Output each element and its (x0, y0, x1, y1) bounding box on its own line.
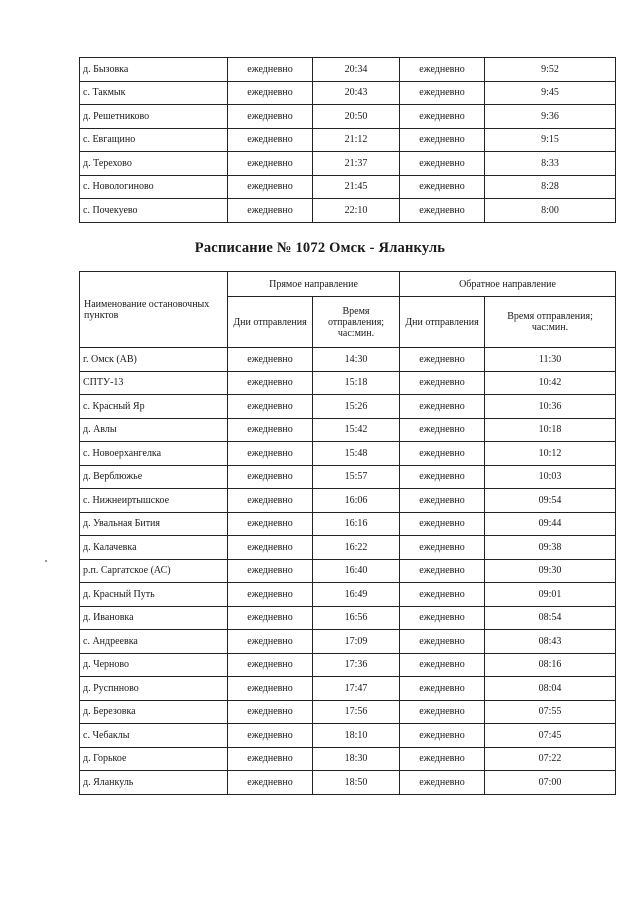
table-row (80, 700, 616, 724)
table-row (80, 199, 616, 223)
forward-time-cell: 20:34 (313, 58, 400, 82)
table-row (80, 175, 616, 199)
stop-name-cell: д. Яланкуль (80, 771, 228, 795)
return-time-cell: 08:43 (485, 630, 616, 654)
stop-name-cell: с. Нижнеиртышское (80, 489, 228, 513)
forward-time-cell: 14:30 (313, 348, 400, 372)
forward-days-cell: ежедневно (228, 700, 313, 724)
table-row (80, 630, 616, 654)
table-row (80, 536, 616, 560)
forward-time-cell: 18:10 (313, 724, 400, 748)
table-row (80, 512, 616, 536)
return-days-cell: ежедневно (400, 583, 485, 607)
stop-name-cell: д. Калачевка (80, 536, 228, 560)
header-return-days: Дни отправления (400, 297, 485, 348)
return-days-cell: ежедневно (400, 512, 485, 536)
return-days-cell: ежедневно (400, 653, 485, 677)
forward-days-cell: ежедневно (228, 747, 313, 771)
header-forward-direction: Прямое направление (228, 272, 400, 297)
table-row (80, 724, 616, 748)
return-days-cell: ежедневно (400, 536, 485, 560)
forward-days-cell: ежедневно (228, 465, 313, 489)
forward-time-cell: 22:10 (313, 199, 400, 223)
return-days-cell: ежедневно (400, 747, 485, 771)
return-days-cell: ежедневно (400, 677, 485, 701)
forward-time-cell: 21:37 (313, 152, 400, 176)
forward-days-cell: ежедневно (228, 105, 313, 129)
forward-days-cell: ежедневно (228, 442, 313, 466)
stop-name-cell: д. Ивановка (80, 606, 228, 630)
stop-name-cell: д. Горькое (80, 747, 228, 771)
top-schedule-table (79, 57, 616, 223)
forward-time-cell: 18:50 (313, 771, 400, 795)
forward-days-cell: ежедневно (228, 771, 313, 795)
stop-name-cell: с. Андреевка (80, 630, 228, 654)
forward-days-cell: ежедневно (228, 606, 313, 630)
forward-time-cell: 15:42 (313, 418, 400, 442)
return-time-cell: 09:01 (485, 583, 616, 607)
return-days-cell: ежедневно (400, 348, 485, 372)
return-time-cell: 08:16 (485, 653, 616, 677)
stop-name-cell: с. Новоерхангелка (80, 442, 228, 466)
return-days-cell: ежедневно (400, 489, 485, 513)
stop-name-cell: д. Решетниково (80, 105, 228, 129)
stop-name-cell: с. Почекуево (80, 199, 228, 223)
forward-days-cell: ежедневно (228, 583, 313, 607)
table-row (80, 105, 616, 129)
forward-time-cell: 17:47 (313, 677, 400, 701)
forward-time-cell: 16:56 (313, 606, 400, 630)
forward-time-cell: 18:30 (313, 747, 400, 771)
schedule-header (80, 272, 616, 348)
forward-days-cell: ежедневно (228, 128, 313, 152)
forward-time-cell: 16:40 (313, 559, 400, 583)
table-row (80, 606, 616, 630)
top-schedule-body (80, 58, 616, 223)
table-row (80, 771, 616, 795)
forward-days-cell: ежедневно (228, 418, 313, 442)
table-row (80, 81, 616, 105)
return-time-cell: 10:42 (485, 371, 616, 395)
forward-days-cell: ежедневно (228, 348, 313, 372)
forward-days-cell: ежедневно (228, 371, 313, 395)
return-time-cell: 10:12 (485, 442, 616, 466)
return-days-cell: ежедневно (400, 606, 485, 630)
return-days-cell: ежедневно (400, 105, 485, 129)
table-row (80, 677, 616, 701)
forward-days-cell: ежедневно (228, 81, 313, 105)
stop-name-cell: СПТУ-13 (80, 371, 228, 395)
return-days-cell: ежедневно (400, 465, 485, 489)
return-time-cell: 11:30 (485, 348, 616, 372)
stop-name-cell: д. Черново (80, 653, 228, 677)
forward-time-cell: 21:12 (313, 128, 400, 152)
return-days-cell: ежедневно (400, 442, 485, 466)
return-days-cell: ежедневно (400, 81, 485, 105)
return-time-cell: 9:52 (485, 58, 616, 82)
forward-time-cell: 15:18 (313, 371, 400, 395)
schedule-title: Расписание № 1072 Омск - Яланкуль (194, 240, 446, 256)
forward-time-cell: 16:16 (313, 512, 400, 536)
return-days-cell: ежедневно (400, 724, 485, 748)
return-days-cell: ежедневно (400, 371, 485, 395)
forward-time-cell: 20:43 (313, 81, 400, 105)
forward-days-cell: ежедневно (228, 395, 313, 419)
stop-name-cell: д. Увальная Бития (80, 512, 228, 536)
return-time-cell: 10:18 (485, 418, 616, 442)
return-days-cell: ежедневно (400, 771, 485, 795)
forward-time-cell: 21:45 (313, 175, 400, 199)
return-days-cell: ежедневно (400, 152, 485, 176)
forward-time-cell: 15:48 (313, 442, 400, 466)
forward-time-cell: 15:26 (313, 395, 400, 419)
forward-days-cell: ежедневно (228, 653, 313, 677)
return-days-cell: ежедневно (400, 199, 485, 223)
forward-days-cell: ежедневно (228, 58, 313, 82)
stop-name-cell: д. Руспнново (80, 677, 228, 701)
stop-name-cell: с. Такмык (80, 81, 228, 105)
schedule-body (80, 348, 616, 795)
return-days-cell: ежедневно (400, 58, 485, 82)
return-time-cell: 07:55 (485, 700, 616, 724)
return-time-cell: 10:36 (485, 395, 616, 419)
return-time-cell: 8:33 (485, 152, 616, 176)
return-days-cell: ежедневно (400, 128, 485, 152)
return-time-cell: 9:36 (485, 105, 616, 129)
header-stop-name: Наименование остановочных пунктов (80, 272, 228, 348)
schedule-table (79, 271, 616, 795)
forward-days-cell: ежедневно (228, 536, 313, 560)
table-row (80, 559, 616, 583)
forward-days-cell: ежедневно (228, 512, 313, 536)
return-days-cell: ежедневно (400, 418, 485, 442)
stop-name-cell: д. Верблюжье (80, 465, 228, 489)
header-return-time: Время отправления; час:мин. (485, 297, 616, 348)
forward-time-cell: 16:49 (313, 583, 400, 607)
return-time-cell: 09:38 (485, 536, 616, 560)
stop-name-cell: с. Новологиново (80, 175, 228, 199)
stop-name-cell: с. Евгащино (80, 128, 228, 152)
forward-days-cell: ежедневно (228, 559, 313, 583)
stop-name-cell: с. Красный Яр (80, 395, 228, 419)
scan-speck (45, 560, 47, 562)
return-time-cell: 09:30 (485, 559, 616, 583)
return-time-cell: 07:45 (485, 724, 616, 748)
forward-days-cell: ежедневно (228, 677, 313, 701)
table-row (80, 418, 616, 442)
table-row (80, 442, 616, 466)
return-time-cell: 07:00 (485, 771, 616, 795)
table-row (80, 58, 616, 82)
stop-name-cell: д. Терехово (80, 152, 228, 176)
return-days-cell: ежедневно (400, 700, 485, 724)
forward-days-cell: ежедневно (228, 724, 313, 748)
stop-name-cell: д. Красный Путь (80, 583, 228, 607)
table-row (80, 371, 616, 395)
return-time-cell: 9:45 (485, 81, 616, 105)
forward-days-cell: ежедневно (228, 152, 313, 176)
forward-days-cell: ежедневно (228, 175, 313, 199)
header-forward-days: Дни отправления (228, 297, 313, 348)
return-time-cell: 08:54 (485, 606, 616, 630)
return-time-cell: 9:15 (485, 128, 616, 152)
forward-time-cell: 17:56 (313, 700, 400, 724)
return-time-cell: 09:44 (485, 512, 616, 536)
return-time-cell: 8:00 (485, 199, 616, 223)
table-row (80, 747, 616, 771)
stop-name-cell: р.п. Саргатское (АС) (80, 559, 228, 583)
stop-name-cell: д. Авлы (80, 418, 228, 442)
forward-time-cell: 17:36 (313, 653, 400, 677)
forward-days-cell: ежедневно (228, 489, 313, 513)
stop-name-cell: г. Омск (АВ) (80, 348, 228, 372)
return-days-cell: ежедневно (400, 175, 485, 199)
table-row (80, 583, 616, 607)
table-row (80, 395, 616, 419)
table-row (80, 348, 616, 372)
stop-name-cell: д. Березовка (80, 700, 228, 724)
return-days-cell: ежедневно (400, 630, 485, 654)
table-row (80, 489, 616, 513)
forward-time-cell: 16:22 (313, 536, 400, 560)
return-time-cell: 8:28 (485, 175, 616, 199)
forward-days-cell: ежедневно (228, 199, 313, 223)
return-time-cell: 08:04 (485, 677, 616, 701)
header-return-direction: Обратное направление (400, 272, 616, 297)
stop-name-cell: д. Бызовка (80, 58, 228, 82)
forward-time-cell: 15:57 (313, 465, 400, 489)
table-row (80, 152, 616, 176)
return-time-cell: 07:22 (485, 747, 616, 771)
return-days-cell: ежедневно (400, 395, 485, 419)
table-row (80, 465, 616, 489)
stop-name-cell: с. Чебаклы (80, 724, 228, 748)
return-days-cell: ежедневно (400, 559, 485, 583)
header-forward-time: Время отправления; час:мин. (313, 297, 400, 348)
forward-time-cell: 17:09 (313, 630, 400, 654)
forward-time-cell: 16:06 (313, 489, 400, 513)
return-time-cell: 09:54 (485, 489, 616, 513)
return-time-cell: 10:03 (485, 465, 616, 489)
table-row (80, 653, 616, 677)
forward-time-cell: 20:50 (313, 105, 400, 129)
forward-days-cell: ежедневно (228, 630, 313, 654)
table-row (80, 128, 616, 152)
